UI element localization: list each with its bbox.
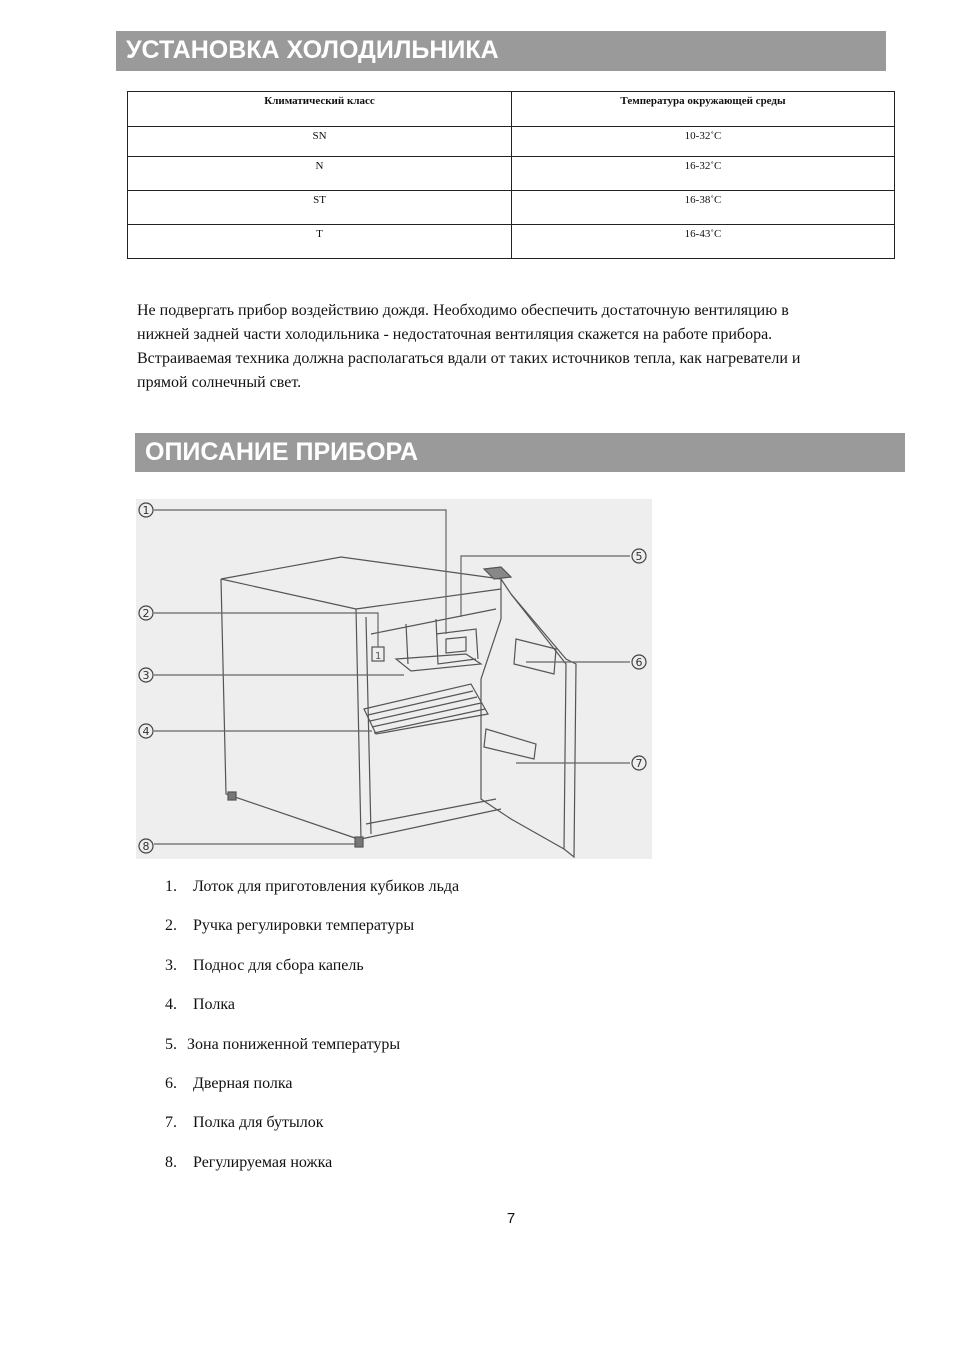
table-cell: N	[128, 157, 512, 191]
door-shelf	[514, 639, 556, 674]
bottle-shelf	[484, 729, 536, 759]
door-edge	[511, 594, 576, 857]
table-cell: 16-43˚C	[512, 225, 895, 259]
cabinet-inner-bottom	[366, 799, 496, 824]
list-item-label: Зона пониженной температуры	[187, 1035, 401, 1053]
paragraph-line: Не подвергать прибор воздействию дождя. Необходимо обеспечить достаточную вентиляцию в	[137, 302, 789, 319]
cabinet-top-right-edge	[356, 589, 501, 609]
paragraph-line: Встраиваемая техника должна располагаться вдали от таких источников тепла, как нагреватели и	[137, 350, 801, 367]
list-item	[165, 915, 459, 954]
list-item	[165, 994, 459, 1033]
list-item-label: Полка для бутылок	[193, 1114, 324, 1132]
table-cell: SN	[128, 127, 512, 157]
front-foot	[228, 792, 236, 800]
parts-list	[165, 876, 459, 1191]
wire-shelf-grid	[368, 691, 485, 733]
table-row	[128, 225, 895, 259]
list-item-number: 7.	[165, 1114, 177, 1132]
paragraph-line: прямой солнечный свет.	[137, 374, 302, 391]
table-row	[128, 127, 895, 157]
open-door	[481, 579, 566, 849]
callout-label-6: 6	[635, 656, 643, 669]
table-cell: T	[128, 225, 512, 259]
list-item	[165, 1152, 459, 1191]
table-row	[128, 191, 895, 225]
list-item-label: Регулируемая ножка	[193, 1153, 333, 1171]
cabinet-top-front-edge	[221, 579, 356, 609]
list-item-label: Полка	[193, 996, 235, 1014]
section-title-description: ОПИСАНИЕ ПРИБОРА	[135, 433, 905, 472]
callout-label-5: 5	[635, 550, 643, 563]
callout-label-7: 7	[635, 757, 643, 770]
leader-line-5	[461, 556, 630, 617]
column-header-climate-class: Климатический класс	[128, 92, 512, 127]
list-item-number: 6.	[165, 1074, 177, 1092]
cabinet-front-inner-edge	[366, 617, 371, 834]
callout-label-1: 1	[142, 504, 150, 517]
list-item-number: 8.	[165, 1153, 177, 1171]
table-cell: 16-38˚C	[512, 191, 895, 225]
list-item-number: 5.	[165, 1035, 177, 1053]
table-row	[128, 157, 895, 191]
list-item-label: Поднос для сбора капель	[193, 956, 364, 974]
climate-class-table	[127, 91, 895, 259]
thermostat-mark: 1	[375, 651, 382, 662]
cabinet-top-back-edge	[221, 557, 501, 579]
list-item-number: 1.	[165, 878, 177, 895]
list-item-label: Ручка регулировки температуры	[193, 917, 415, 935]
list-item-label: Дверная полка	[193, 1074, 293, 1092]
section-title-installation: УСТАНОВКА ХОЛОДИЛЬНИКА	[116, 31, 886, 71]
table-header-row	[128, 92, 895, 127]
adjustable-foot	[355, 837, 363, 847]
list-item-number: 2.	[165, 917, 177, 935]
table-cell: 16-32˚C	[512, 157, 895, 191]
list-item	[165, 1073, 459, 1112]
list-item	[165, 955, 459, 994]
column-header-ambient-temperature: Температура окружающей среды	[512, 92, 895, 127]
table-cell: ST	[128, 191, 512, 225]
callout-label-3: 3	[142, 669, 150, 682]
list-item	[165, 1112, 459, 1151]
list-item	[165, 1034, 459, 1073]
callout-label-8: 8	[142, 840, 150, 853]
callout-label-2: 2	[142, 607, 150, 620]
ventilation-paragraph	[137, 299, 897, 395]
list-item-label: Лоток для приготовления кубиков льда	[193, 878, 460, 895]
leader-line-1	[154, 510, 446, 634]
paragraph-line: нижней задней части холодильника - недостаточная вентиляция скажется на работе прибора.	[137, 326, 773, 343]
cabinet-front-left-edge	[356, 609, 361, 839]
list-item	[165, 876, 459, 915]
list-item-number: 4.	[165, 996, 177, 1014]
refrigerator-diagram	[136, 499, 652, 859]
cabinet-side-outline	[221, 579, 358, 839]
page-number: 7	[506, 1210, 516, 1227]
refrigerator-drawing	[136, 499, 652, 859]
table-cell: 10-32˚C	[512, 127, 895, 157]
callout-label-4: 4	[142, 725, 150, 738]
list-item-number: 3.	[165, 956, 177, 974]
leader-line-2	[154, 613, 378, 647]
cabinet-bottom-edge	[361, 809, 501, 839]
